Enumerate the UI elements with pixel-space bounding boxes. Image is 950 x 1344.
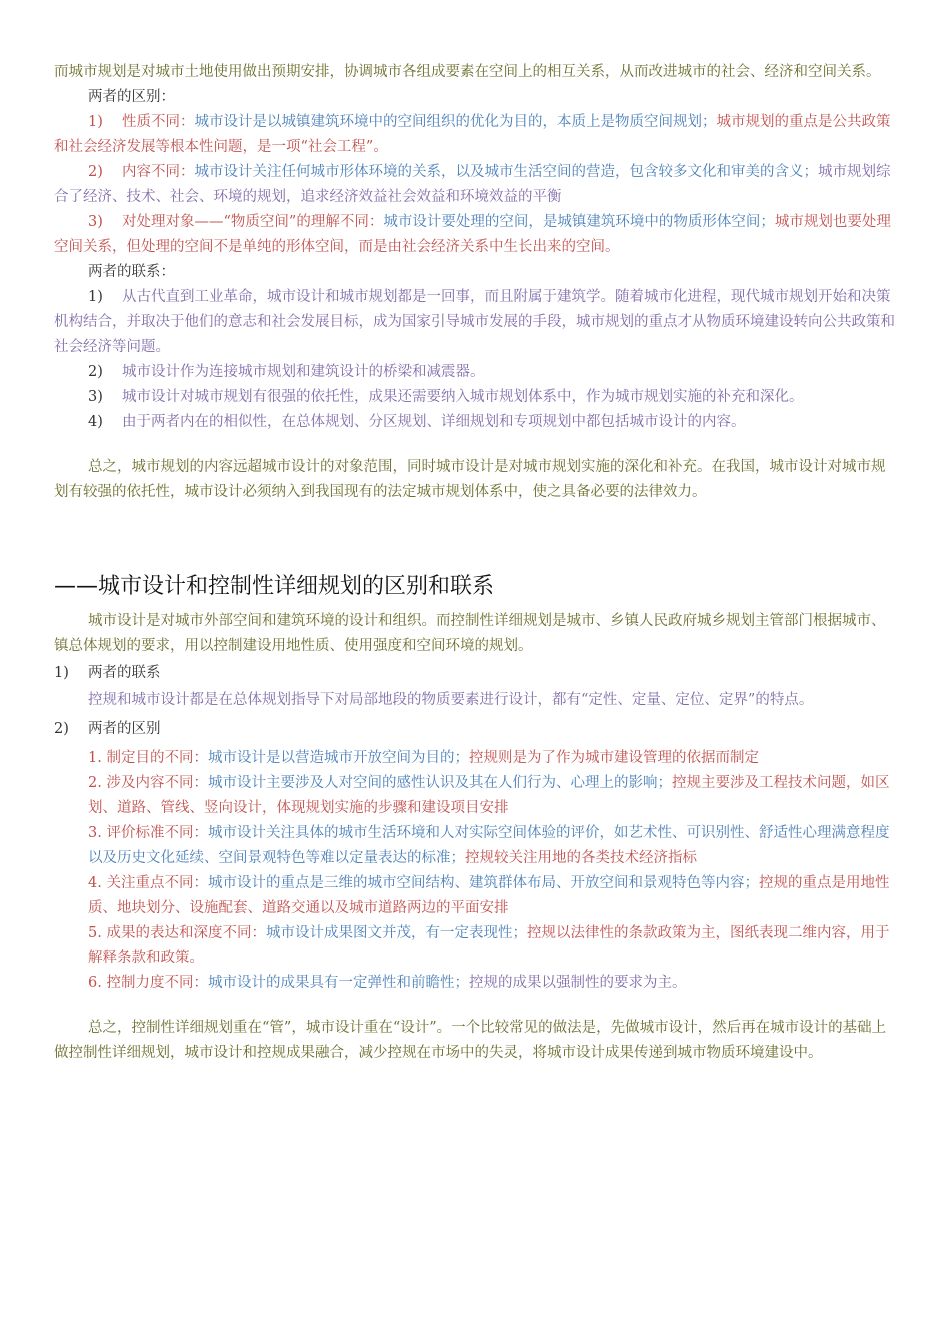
diff-design-text: 城市设计的成果具有一定弹性和前瞻性； [207, 975, 469, 991]
list-number: 5. [88, 925, 102, 941]
section2-diff-title: 两者的区别 [88, 721, 161, 737]
diff2-item-5 [88, 921, 896, 971]
link-text: 从古代直到工业革命，城市设计和城市规划都是一回事，而且附属于建筑学。随着城市化进程，现代城市规划开始和决策机构结合，并取决于他们的意志和社会发展目标，成为国家引导城市发展的手段，城市规划的重点才从物质环境建设转向公共政策和社会经济等问题。 [54, 289, 895, 355]
list-number: 1. [88, 750, 102, 766]
diff-label: 涉及内容不同： [106, 775, 208, 791]
diff-label: 内容不同： [122, 164, 195, 180]
diff-item-1 [54, 110, 896, 160]
diff-item-2 [54, 160, 896, 210]
list-number: 6. [88, 975, 102, 991]
diff-planning-text: 城市规划的重点是公共政策和社会经济发展等根本性问题，是一项“社会工程”。 [54, 114, 891, 155]
diff-design-text: 城市设计主要涉及人对空间的感性认识及其在人们行为、心理上的影响； [207, 775, 672, 791]
diff-control-text: 控规的重点是用地性质、地块划分、设施配套、道路交通以及城市道路两边的平面安排 [88, 875, 890, 916]
link-item-2 [54, 360, 896, 385]
diff-title: 两者的区别： [88, 89, 175, 105]
link-item-1 [54, 285, 896, 360]
diff-control-text: 控规以法律性的条款政策为主，图纸表现二维内容，用于解释条款和政策。 [88, 925, 890, 966]
diff-control-text: 控规较关注用地的各类技术经济指标 [465, 850, 697, 866]
list-number: 2) [88, 364, 103, 380]
link-text: 城市设计作为连接城市规划和建筑设计的桥梁和减震器。 [122, 364, 485, 380]
list-number: 1) [88, 289, 103, 305]
section1-summary: 总之，城市规划的内容远超城市设计的对象范围，同时城市设计是对城市规划实施的深化和补充。在我国，城市设计对城市规划有较强的依托性，城市设计必须纳入到我国现有的法定城市规划体系中，使之具备必要的法律效力。 [54, 459, 886, 500]
diff-item-3 [54, 210, 896, 260]
link-title: 两者的联系： [88, 264, 175, 280]
diff-control-text: 控规的成果以强制性的要求为主。 [468, 975, 687, 991]
diff2-item-3 [88, 821, 896, 871]
diff2-item-1 [88, 746, 896, 771]
diff2-item-6 [88, 971, 896, 996]
diff-planning-text: 城市规划综合了经济、技术、社会、环境的规划，追求经济效益社会效益和环境效益的平衡 [54, 164, 891, 205]
diff2-item-2 [88, 771, 896, 821]
diff-label: 控制力度不同： [106, 975, 208, 991]
diff-label: 性质不同： [122, 114, 195, 130]
section2-diff-list [54, 746, 896, 996]
section2-link-title: 两者的联系 [88, 665, 161, 681]
diff-design-text: 城市设计成果图文并茂，有一定表现性； [265, 925, 527, 941]
diff-design-text: 城市设计要处理的空间，是城镇建筑环境中的物质形体空间； [383, 214, 775, 230]
diff-design-text: 城市设计是以营造城市开放空间为目的； [207, 750, 469, 766]
diff-label: 制定目的不同： [106, 750, 208, 766]
document-page [54, 60, 896, 1066]
list-number: 4. [88, 875, 102, 891]
diff-design-text: 城市设计是以城镇建筑环境中的空间组织的优化为目的，本质上是物质空间规划； [194, 114, 717, 130]
diff-design-text: 城市设计的重点是三维的城市空间结构、建筑群体布局、开放空间和景观特色等内容； [207, 875, 759, 891]
diff-design-text: 城市设计关注具体的城市生活环境和人对实际空间体验的评价，如艺术性、可识别性、舒适性心理满意程度以及历史文化延续、空间景观特色等难以定量表达的标准； [88, 825, 890, 866]
diff-label: 关注重点不同： [106, 875, 208, 891]
diff-control-text: 控规主要涉及工程技术问题，如区划、道路、管线、竖向设计，体现规划实施的步骤和建设项目安排 [88, 775, 890, 816]
list-number: 2) [54, 721, 69, 737]
list-number: 4) [88, 414, 103, 430]
section2-link-text: 控规和城市设计都是在总体规划指导下对局部地段的物质要素进行设计，都有“定性、定量、定位、定界”的特点。 [88, 692, 814, 708]
section2-diff-heading [54, 717, 896, 742]
list-number: 1) [54, 665, 69, 681]
list-number: 2) [88, 164, 103, 180]
list-number: 3) [88, 214, 103, 230]
list-number: 1) [88, 114, 103, 130]
link-item-4 [54, 410, 896, 435]
diff2-item-4 [88, 871, 896, 921]
section1-intro: 而城市规划是对城市土地使用做出预期安排，协调城市各组成要素在空间上的相互关系，从而改进城市的社会、经济和空间关系。 [54, 64, 881, 80]
diff-design-text: 城市设计关注任何城市形体环境的关系，以及城市生活空间的营造，包含较多文化和审美的含义； [194, 164, 818, 180]
diff-label: 成果的表达和深度不同： [106, 925, 266, 941]
section2-intro: 城市设计是对城市外部空间和建筑环境的设计和组织。而控制性详细规划是城市、乡镇人民政府城乡规划主管部门根据城市、镇总体规划的要求，用以控制建设用地性质、使用强度和空间环境的规划。 [54, 613, 886, 654]
section2-link-heading [54, 661, 896, 686]
diff-control-text: 控规则是为了作为城市建设管理的依据而制定 [468, 750, 759, 766]
list-number: 2. [88, 775, 102, 791]
section2-summary: 总之，控制性详细规划重在“管”，城市设计重在“设计”。一个比较常见的做法是，先做城市设计，然后再在城市设计的基础上做控制性详细规划，城市设计和控规成果融合，减少控规在市场中的失灵，将城市设计成果传递到城市物质环境建设中。 [54, 1020, 887, 1061]
section2-heading: ——城市设计和控制性详细规划的区别和联系 [54, 574, 495, 599]
link-text: 由于两者内在的相似性，在总体规划、分区规划、详细规划和专项规划中都包括城市设计的内容。 [122, 414, 746, 430]
diff-planning-text: 城市规划也要处理空间关系，但处理的空间不是单纯的形体空间，而是由社会经济关系中生长出来的空间。 [54, 214, 891, 255]
link-item-3 [54, 385, 896, 410]
list-number: 3. [88, 825, 102, 841]
list-number: 3) [88, 389, 103, 405]
diff-label: 对处理对象——“物质空间”的理解不同： [122, 214, 384, 230]
link-text: 城市设计对城市规划有很强的依托性，成果还需要纳入城市规划体系中，作为城市规划实施的补充和深化。 [122, 389, 804, 405]
diff-label: 评价标准不同： [106, 825, 208, 841]
